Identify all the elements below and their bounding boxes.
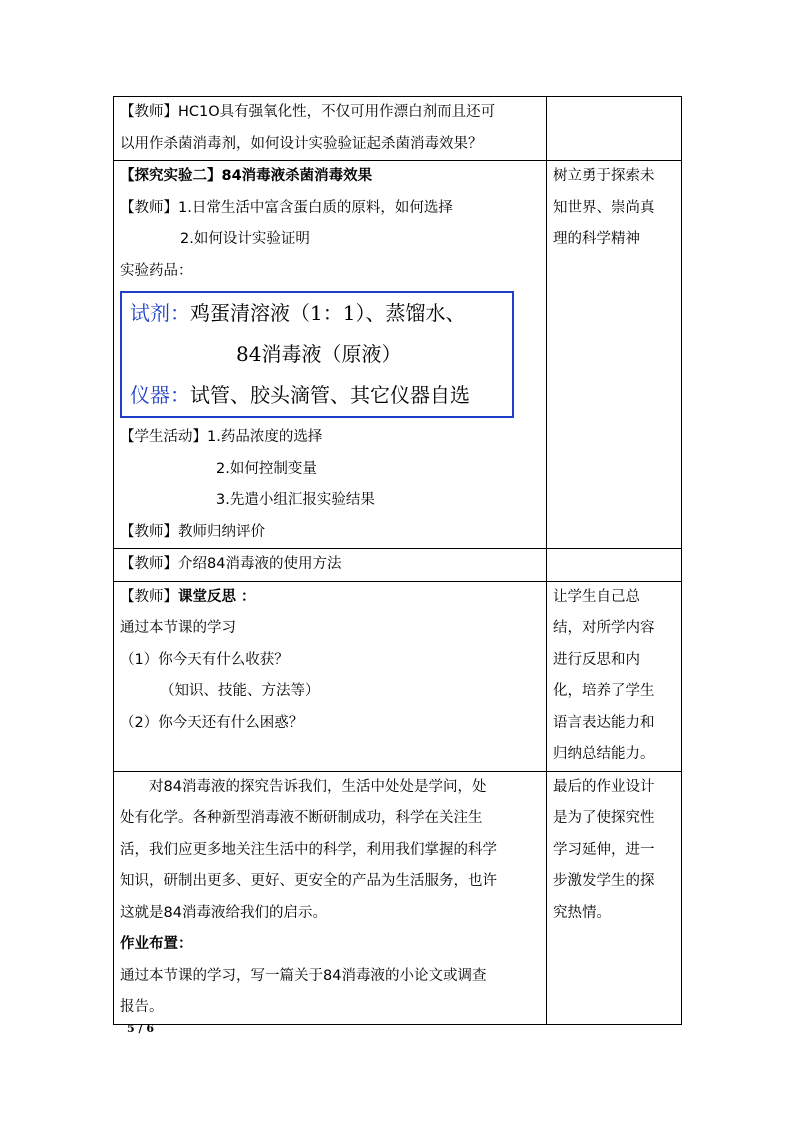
teacher-question-line: 【教师】HC1O具有强氧化性，不仅可用作漂白剂而且还可 (120, 104, 496, 120)
reagent-row (130, 293, 504, 334)
homework-title: 作业布置： (120, 936, 193, 952)
design-intent-cell (547, 97, 682, 161)
lesson-plan-table (113, 96, 682, 1025)
reflection-line: 通过本节课的学习 (120, 620, 236, 636)
reagent-label: 试剂： (130, 301, 190, 325)
intent-line: 是为了使探究性 (553, 810, 655, 826)
table-cell (114, 549, 547, 582)
teacher-question-line: 以用作杀菌消毒剂，如何设计实验验证起杀菌消毒效果？ (120, 135, 483, 152)
table-cell (114, 581, 547, 771)
table-row (114, 771, 682, 1024)
homework-line: 报告。 (120, 999, 164, 1015)
reflection-line: （2）你今天还有什么困惑？ (120, 714, 304, 731)
summary-paragraph-line: 对84消毒液的探究告诉我们，生活中处处是学问，处 (149, 778, 487, 795)
reflection-title: 课堂反思 ： (178, 588, 256, 605)
intent-line: 树立勇于探索未 (553, 168, 655, 184)
intent-line: 最后的作业设计 (553, 778, 655, 795)
intro-text: 介绍84消毒液的使用方法 (178, 556, 342, 572)
student-activity-3: 3.先遣小组汇报实验结果 (216, 492, 375, 508)
intent-line: 结，对所学内容 (553, 620, 655, 636)
table-row (114, 97, 682, 161)
activity-text: 1.药品浓度的选择 (207, 429, 323, 445)
teacher-prefix: 【教师】 (120, 199, 178, 216)
intent-line: 学习延伸，进一 (553, 841, 655, 858)
design-intent-cell (547, 771, 682, 1024)
teacher-summary (120, 517, 540, 549)
experiment-title: 【探究实验二】84消毒液杀菌消毒效果 (120, 168, 373, 184)
reflection-line: （1）你今天有什么收获？ (120, 651, 289, 668)
question-text: 1.日常生活中富含蛋白质的原料，如何选择 (178, 199, 453, 216)
student-activity-1 (120, 422, 540, 454)
table-cell (114, 771, 547, 1024)
instrument-row (130, 375, 504, 416)
intent-line: 步激发学生的探 (553, 873, 655, 889)
summary-paragraph-line: 处有化学。各种新型消毒液不断研制成功，科学在关注生 (120, 810, 483, 826)
homework-line: 通过本节课的学习，写一篇关于84消毒液的小论文或调查 (120, 967, 487, 984)
intent-line: 化，培养了学生 (553, 683, 655, 699)
intent-line: 知世界、崇尚真 (553, 199, 655, 216)
table-cell (114, 161, 547, 549)
instrument-text: 试管、胶头滴管、其它仪器自选 (190, 383, 470, 407)
intent-line: 语言表达能力和 (553, 714, 655, 731)
intent-line: 让学生自己总 (553, 588, 640, 605)
design-intent-cell (547, 581, 682, 771)
teacher-question-1 (120, 193, 540, 225)
table-row (114, 161, 682, 549)
page-number: 5 / 6 (127, 1022, 154, 1035)
table-cell (114, 97, 547, 161)
design-intent-cell (547, 161, 682, 549)
materials-box (120, 291, 514, 418)
reagent-text: 鸡蛋清溶液（1：1）、蒸馏水、 (190, 301, 466, 325)
intent-line: 进行反思和内 (553, 651, 640, 668)
summary-paragraph-line: 这就是84消毒液给我们的启示。 (120, 904, 327, 921)
teacher-intro (120, 549, 540, 581)
reflection-heading (120, 582, 540, 614)
reagent-row-2: 84消毒液（原液） (236, 342, 402, 366)
reagent-heading: 实验药品： (120, 262, 193, 279)
teacher-prefix: 【教师】 (120, 556, 178, 572)
intent-line: 归纳总结能力。 (553, 746, 655, 762)
intent-line: 理的科学精神 (553, 231, 640, 247)
summary-paragraph-line: 活，我们应更多地关注生活中的科学，利用我们掌握的科学 (120, 841, 497, 858)
student-prefix: 【学生活动】 (120, 429, 207, 445)
summary-paragraph-line: 知识，研制出更多、更好、更安全的产品为生活服务，也许 (120, 873, 497, 889)
table-row (114, 549, 682, 582)
summary-text: 教师归纳评价 (178, 523, 265, 540)
design-intent-cell (547, 549, 682, 582)
intent-line: 究热情。 (553, 904, 611, 921)
teacher-question-2: 2.如何设计实验证明 (180, 231, 310, 247)
reflection-line: （知识、技能、方法等） (160, 683, 320, 699)
teacher-prefix: 【教师】 (120, 588, 178, 605)
teacher-prefix: 【教师】 (120, 523, 178, 540)
table-row (114, 581, 682, 771)
instrument-label: 仪器： (130, 383, 190, 407)
student-activity-2: 2.如何控制变量 (216, 460, 317, 477)
